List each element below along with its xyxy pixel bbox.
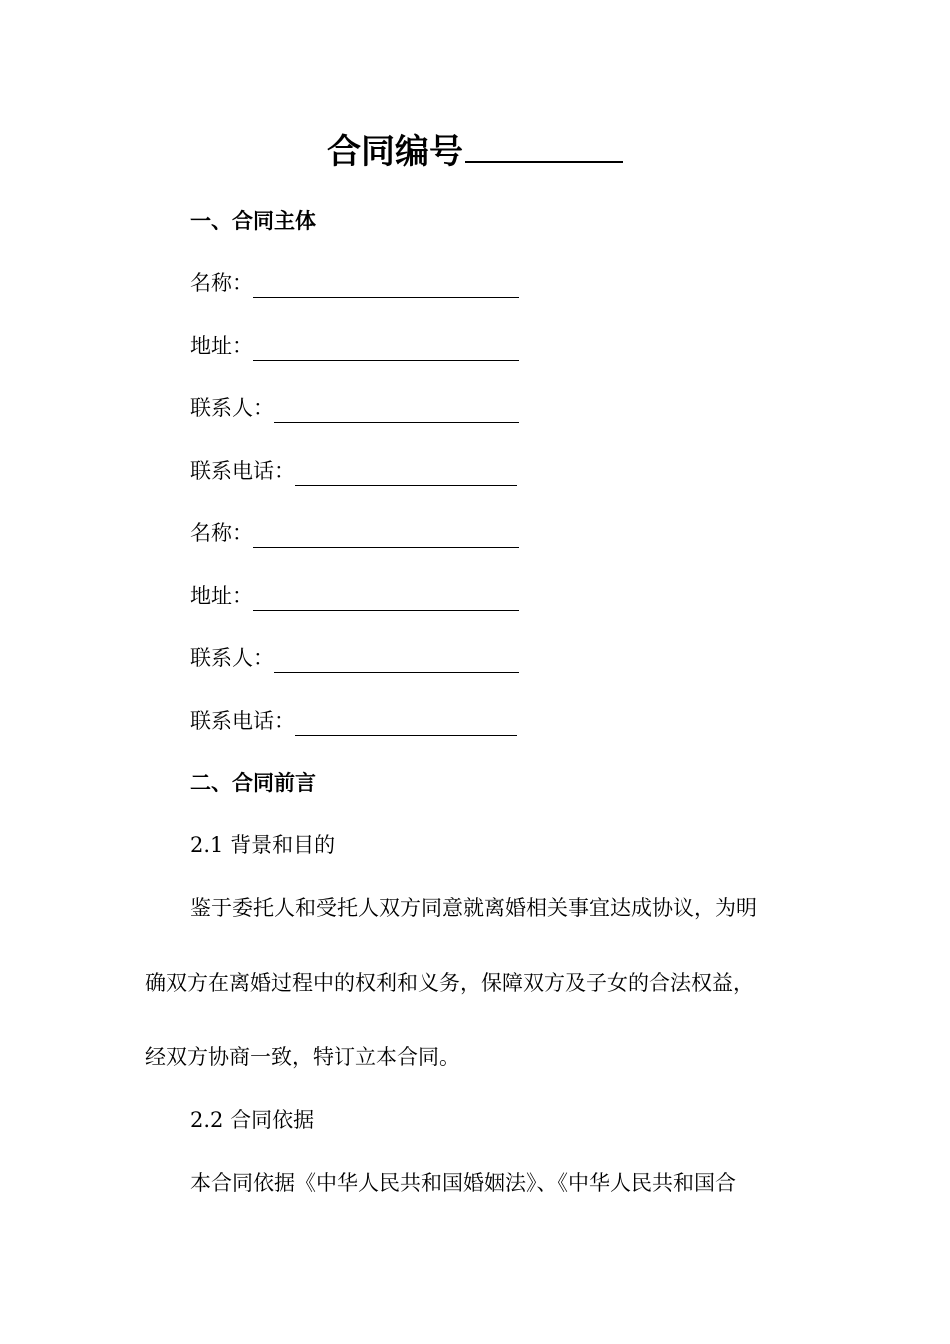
fill-blank [253, 273, 519, 298]
party-a-phone-field [190, 456, 517, 486]
contract-number-blank [465, 129, 623, 163]
party-b-address-field [190, 581, 519, 611]
party-b-name-field [190, 518, 519, 548]
page-title [0, 126, 950, 178]
fill-blank [253, 586, 519, 611]
fill-blank [295, 461, 517, 486]
field-label: 联系电话： [190, 459, 295, 483]
subsection-heading-basis: 2.2 合同依据 [190, 1108, 315, 1132]
fill-blank [295, 711, 517, 736]
section-heading-preamble: 二、合同前言 [190, 771, 316, 795]
field-label: 名称： [190, 271, 253, 295]
fill-blank [253, 523, 519, 548]
paragraph-line: 经双方协商一致，特订立本合同。 [145, 1045, 460, 1069]
paragraph-line: 确双方在离婚过程中的权利和义务，保障双方及子女的合法权益， [145, 971, 754, 995]
fill-blank [274, 648, 519, 673]
fill-blank [274, 398, 519, 423]
field-label: 联系人： [190, 646, 274, 670]
paragraph-line: 本合同依据《中华人民共和国婚姻法》、《中华人民共和国合 [190, 1171, 736, 1195]
field-label: 地址： [190, 584, 253, 608]
field-label: 联系人： [190, 396, 274, 420]
contract-number-label: 合同编号 [327, 132, 463, 172]
party-a-address-field [190, 331, 519, 361]
section-heading-parties: 一、合同主体 [190, 209, 316, 233]
party-a-name-field [190, 268, 519, 298]
field-label: 地址： [190, 334, 253, 358]
party-a-contact-field [190, 393, 519, 423]
party-b-contact-field [190, 643, 519, 673]
paragraph-line: 鉴于委托人和受托人双方同意就离婚相关事宜达成协议，为明 [190, 896, 757, 920]
party-b-phone-field [190, 706, 517, 736]
field-label: 联系电话： [190, 709, 295, 733]
field-label: 名称： [190, 521, 253, 545]
subsection-heading-background: 2.1 背景和目的 [190, 833, 336, 857]
fill-blank [253, 336, 519, 361]
